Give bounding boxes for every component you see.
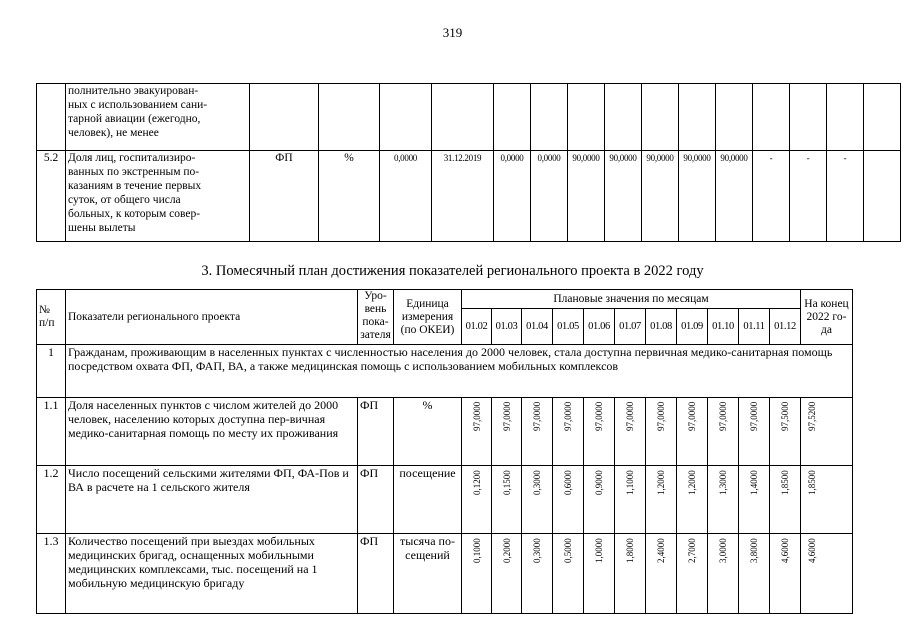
header-level: Уро- вень пока- зателя [358, 290, 394, 345]
year-end-value: 97,5200 [807, 402, 817, 432]
monthly-value: 0,3000 [532, 470, 542, 495]
monthly-value-cell [492, 466, 522, 534]
row-value-cell: 90,0000 [716, 151, 753, 242]
monthly-value: 0,3000 [532, 538, 542, 563]
monthly-value-cell [553, 466, 584, 534]
monthly-value: 1,0000 [594, 538, 604, 563]
group-num: 1 [37, 345, 66, 398]
row-value-cell: 90,0000 [605, 151, 642, 242]
row-value-cell [568, 84, 605, 151]
monthly-value: 97,0000 [501, 402, 512, 432]
month-header: 01.05 [553, 309, 584, 345]
monthly-value: 97,0000 [625, 402, 635, 432]
monthly-value: 0,6000 [563, 470, 573, 495]
monthly-value: 2,4000 [656, 538, 666, 563]
monthly-value-cell [739, 398, 770, 466]
monthly-value: 1,8500 [780, 470, 790, 495]
monthly-value-cell [584, 466, 615, 534]
monthly-value: 97,0000 [749, 402, 759, 432]
indicator-name: Доля населенных пунктов с числом жителей до 2000 человек, населению которых доступна пер-вичная медико-санитарная помощь по месту их проживания [66, 398, 358, 466]
indicator-name: Число посещений сельскими жителями ФП, ФА-Пов и ВА в расчете на 1 сельского жителя [66, 466, 358, 534]
monthly-value-cell [646, 398, 677, 466]
monthly-value-cell [553, 398, 584, 466]
monthly-value: 1,4000 [749, 470, 759, 495]
monthly-value: 0,1200 [471, 470, 482, 495]
row-value-cell: 90,0000 [568, 151, 605, 242]
row-value-cell [790, 84, 827, 151]
monthly-value-cell [646, 466, 677, 534]
monthly-value-cell [584, 398, 615, 466]
year-end-value: 1,8500 [807, 470, 817, 495]
month-header: 01.08 [646, 309, 677, 345]
monthly-plan-table [36, 289, 853, 614]
monthly-value-cell [770, 534, 801, 614]
monthly-value-cell [646, 534, 677, 614]
group-text: Гражданам, проживающим в населенных пунктах с численностью населения до 2000 человек, стала доступна первичная медико-санитарная помощь посредством охвата ФП, ФАП, ВА, а также медицинская помощь с использованием мобильных комплексов [66, 345, 853, 398]
monthly-value: 97,0000 [532, 402, 542, 432]
month-header: 01.12 [770, 309, 801, 345]
row-level [250, 84, 319, 151]
month-header: 01.03 [492, 309, 522, 345]
indicator-level: ФП [358, 534, 394, 614]
monthly-value: 97,0000 [687, 402, 697, 432]
monthly-value: 1,1000 [625, 470, 635, 495]
month-header: 01.04 [522, 309, 553, 345]
row-unit: % [319, 151, 380, 242]
monthly-value: 97,5000 [780, 402, 790, 432]
monthly-value-cell [615, 466, 646, 534]
monthly-value-cell [522, 466, 553, 534]
monthly-value: 3,8000 [749, 538, 759, 563]
year-end-value-cell [801, 534, 853, 614]
monthly-value-cell [553, 534, 584, 614]
monthly-value: 1,2000 [687, 470, 697, 495]
row-value-cell [864, 84, 901, 151]
monthly-value-cell [677, 534, 708, 614]
monthly-value: 97,0000 [471, 402, 482, 432]
month-header: 01.09 [677, 309, 708, 345]
indicator-num: 1.1 [37, 398, 66, 466]
row-base-date: 31.12.2019 [432, 151, 494, 242]
row-value-cell [716, 84, 753, 151]
month-header: 01.02 [462, 309, 492, 345]
year-end-value-cell [801, 466, 853, 534]
row-value-cell: - [790, 151, 827, 242]
indicator-row [37, 534, 853, 614]
monthly-value-cell [770, 398, 801, 466]
monthly-value-cell [492, 398, 522, 466]
indicator-num: 1.3 [37, 534, 66, 614]
indicator-level: ФП [358, 398, 394, 466]
monthly-value-cell [708, 398, 739, 466]
row-value-cell: 0,0000 [494, 151, 531, 242]
monthly-value: 0,5000 [563, 538, 573, 563]
monthly-value-cell [615, 534, 646, 614]
row-value-cell [605, 84, 642, 151]
row-num: 5.2 [37, 151, 66, 242]
monthly-value: 2,7000 [687, 538, 697, 563]
previous-table-continuation [36, 83, 901, 242]
row-value-cell: 90,0000 [642, 151, 679, 242]
row-value-cell [827, 84, 864, 151]
monthly-value-cell [677, 466, 708, 534]
row-base-value: 0,0000 [380, 151, 432, 242]
monthly-value: 1,3000 [718, 470, 728, 495]
month-header: 01.10 [708, 309, 739, 345]
monthly-value-cell [739, 534, 770, 614]
row-unit [319, 84, 380, 151]
row-value-cell [494, 84, 531, 151]
top-table-row [37, 84, 901, 151]
header-name: Показатели регионального проекта [66, 290, 358, 345]
row-value-cell: 90,0000 [679, 151, 716, 242]
monthly-value: 0,1500 [501, 470, 512, 495]
row-level: ФП [250, 151, 319, 242]
monthly-value-cell [739, 466, 770, 534]
year-end-value-cell [801, 398, 853, 466]
monthly-value-cell [522, 398, 553, 466]
month-header: 01.07 [615, 309, 646, 345]
monthly-value: 0,9000 [594, 470, 604, 495]
monthly-value-cell [462, 466, 492, 534]
monthly-value-cell [462, 398, 492, 466]
monthly-value-cell [492, 534, 522, 614]
row-value-cell: - [753, 151, 790, 242]
monthly-value-cell [615, 398, 646, 466]
row-base-value [380, 84, 432, 151]
indicator-unit: тысяча по- сещений [394, 534, 462, 614]
monthly-value-cell [708, 466, 739, 534]
month-header: 01.06 [584, 309, 615, 345]
monthly-value-cell [677, 398, 708, 466]
row-base-date [432, 84, 494, 151]
header-num: № п/п [37, 290, 66, 345]
monthly-value: 97,0000 [563, 402, 573, 432]
monthly-value-cell [522, 534, 553, 614]
monthly-value-cell [770, 466, 801, 534]
indicator-row [37, 398, 853, 466]
header-unit: Единица измерения (по ОКЕИ) [394, 290, 462, 345]
row-value-cell [864, 151, 901, 242]
monthly-value: 0,1000 [471, 538, 482, 563]
indicator-unit: посещение [394, 466, 462, 534]
row-name: полнительно эвакуирован- ных с использованием сани- тарной авиации (ежегодно, человек), не менее [66, 84, 250, 151]
monthly-value: 0,2000 [501, 538, 512, 563]
monthly-value: 4,6000 [780, 538, 790, 563]
monthly-value: 97,0000 [718, 402, 728, 432]
indicator-row [37, 466, 853, 534]
page-number: 319 [442, 25, 463, 40]
group-row [37, 345, 853, 398]
row-name: Доля лиц, госпитализиро- ванных по экстренным по- казаниям в течение первых суток, от общего числа больных, к которым совер- шены вылеты [66, 151, 250, 242]
monthly-value: 1,8000 [625, 538, 635, 563]
header-plan: Плановые значения по месяцам [462, 290, 801, 309]
section-title: 3. Помесячный план достижения показателей регионального проекта в 2022 году [201, 263, 704, 279]
indicator-name: Количество посещений при выездах мобильных медицинских бригад, оснащенных мобильными медицинских комплексами, тыс. посещений на 1 мобильную медицинскую бригаду [66, 534, 358, 614]
monthly-value-cell [462, 534, 492, 614]
monthly-value: 97,0000 [656, 402, 666, 432]
monthly-value: 3,0000 [718, 538, 728, 563]
row-num [37, 84, 66, 151]
row-value-cell [642, 84, 679, 151]
header-row [37, 290, 853, 309]
top-table-row [37, 151, 901, 242]
monthly-value: 1,2000 [656, 470, 666, 495]
indicator-unit: % [394, 398, 462, 466]
row-value-cell [531, 84, 568, 151]
year-end-value: 4,6000 [807, 538, 817, 563]
monthly-value: 97,0000 [594, 402, 604, 432]
indicator-num: 1.2 [37, 466, 66, 534]
row-value-cell: 0,0000 [531, 151, 568, 242]
header-end: На конец 2022 го- да [801, 290, 853, 345]
indicator-level: ФП [358, 466, 394, 534]
row-value-cell [679, 84, 716, 151]
monthly-value-cell [708, 534, 739, 614]
row-value-cell: - [827, 151, 864, 242]
row-value-cell [753, 84, 790, 151]
month-header: 01.11 [739, 309, 770, 345]
monthly-value-cell [584, 534, 615, 614]
